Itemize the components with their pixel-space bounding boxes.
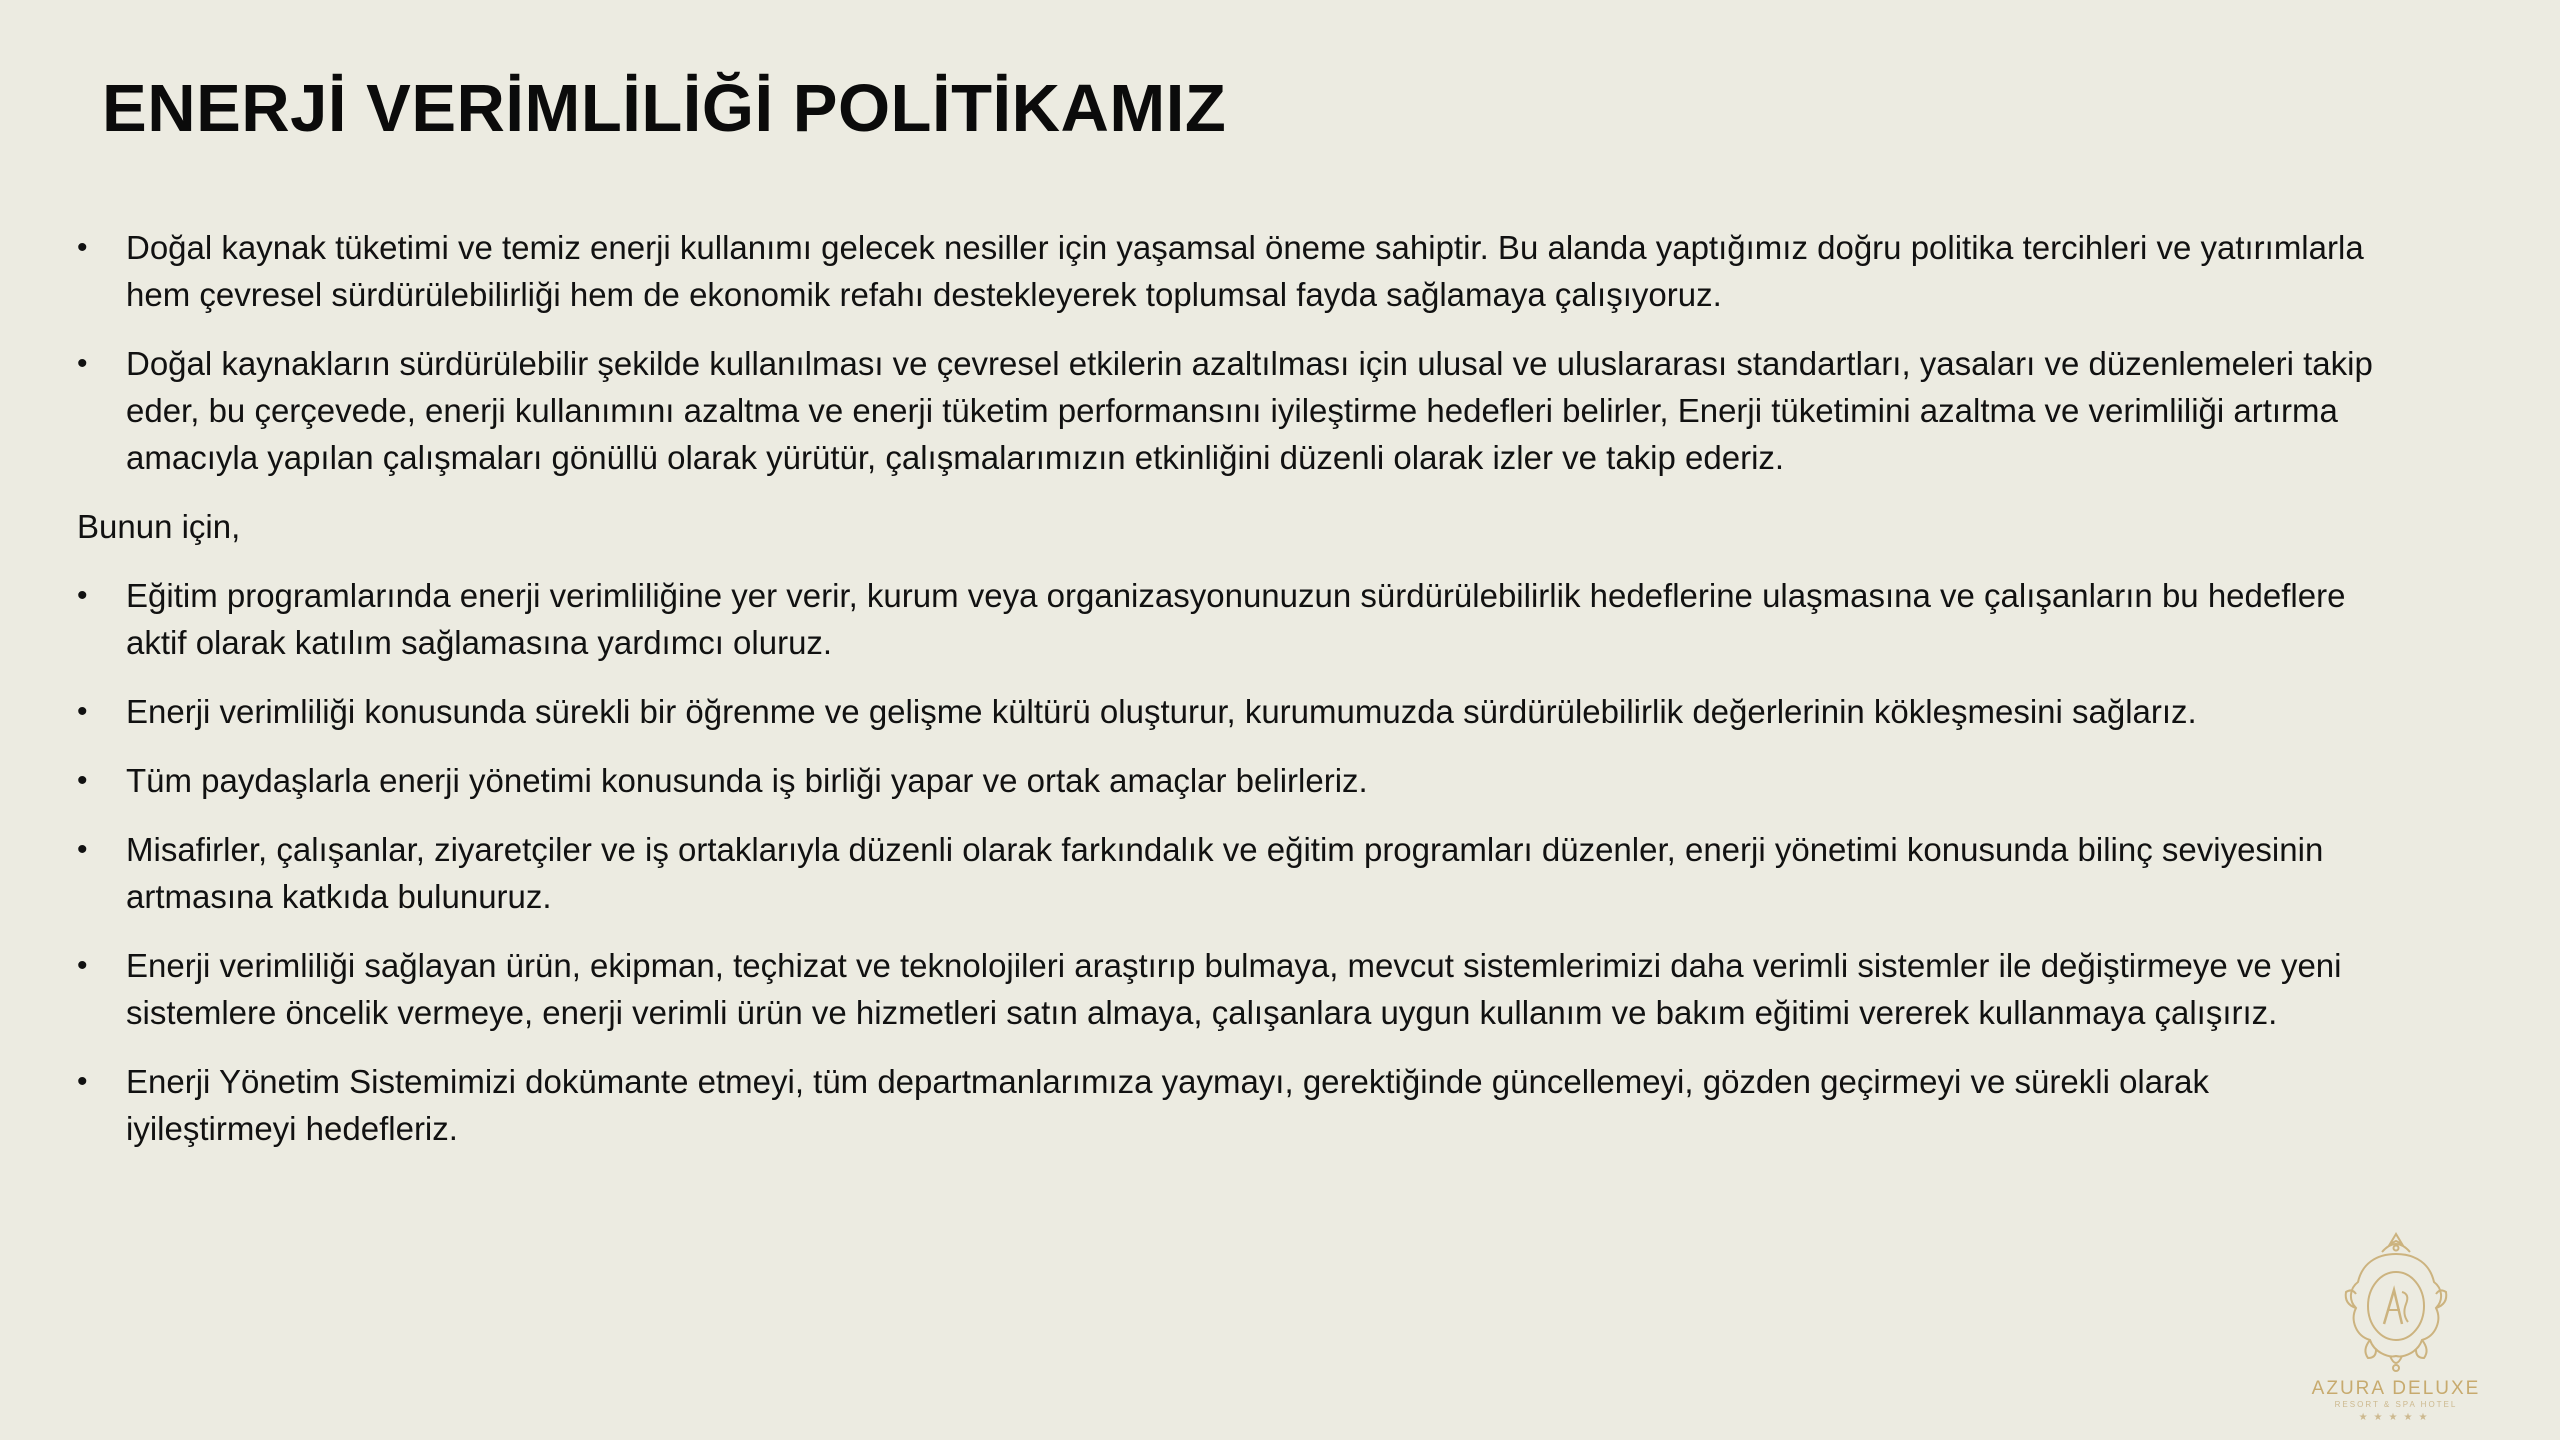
logo-stars: ★★★★★ (2358, 1412, 2434, 1423)
page-title: ENERJİ VERİMLİLİĞİ POLİTİKAMIZ (102, 71, 1227, 146)
ornament-crest-icon (2290, 1230, 2502, 1380)
commitment-bullet-5: • Enerji verimliliği sağlayan ürün, ekipman, teçhizat ve teknolojileri araştırıp bulmaya, mevcut sistemlerimizi daha verimli sistemler ile değiştirmeye ve yeni sistemlere öncelik vermeye, enerji verimli ürün ve hizmetleri satın almaya, çalışanlara uygun kullanım ve bakım eğitimi vererek kullanmaya çalışırız. (77, 942, 2377, 1036)
commitment-bullet-2: • Enerji verimliliği konusunda sürekli bir öğrenme ve gelişme kültürü oluşturur, kurumumuzda sürdürülebilirlik değerlerinin kökleşmesini sağlarız. (77, 688, 2377, 735)
commitment-bullet-4: • Misafirler, çalışanlar, ziyaretçiler ve iş ortaklarıyla düzenli olarak farkındalık ve eğitim programları düzenler, enerji yönetimi konusunda bilinç seviyesinin artmasına katkıda bulunuruz. (77, 826, 2377, 920)
intro-bullet-2: • Doğal kaynakların sürdürülebilir şekilde kullanılması ve çevresel etkilerin azaltılması için ulusal ve uluslararası standartları, yasaları ve düzenlemeleri takip eder, bu çerçevede, enerji kullanımını azaltma ve enerji tüketim performansını iyileştirme hedefleri belirler, Enerji tüketimini azaltma ve verimliliği artırma amacıyla yapılan çalışmaları gönüllü olarak yürütür, çalışmalarımızın etkinliğini düzenli olarak izler ve takip ederiz. (77, 340, 2377, 481)
policy-content (77, 224, 2377, 1174)
commitment-bullet-1: • Eğitim programlarında enerji verimliliğine yer verir, kurum veya organizasyonunuzun sürdürülebilirlik hedeflerine ulaşmasına ve çalışanların bu hedeflere aktif olarak katılım sağlamasına yardımcı oluruz. (77, 572, 2377, 666)
logo-brand-name: AZURA DELUXE (2311, 1378, 2481, 1399)
hotel-logo (2290, 1230, 2502, 1430)
lead-in-text: Bunun için, (77, 508, 241, 545)
logo-tagline: RESORT & SPA HOTEL (2334, 1400, 2458, 1409)
intro-bullet-1: • Doğal kaynak tüketimi ve temiz enerji kullanımı gelecek nesiller için yaşamsal öneme sahiptir. Bu alanda yaptığımız doğru politika tercihleri ve yatırımlarla hem çevresel sürdürülebilirliği hem de ekonomik refahı destekleyerek toplumsal fayda sağlamaya çalışıyoruz. (77, 224, 2377, 318)
commitment-bullet-3: • Tüm paydaşlarla enerji yönetimi konusunda iş birliği yapar ve ortak amaçlar belirleriz. (77, 757, 2377, 804)
commitment-bullet-6: • Enerji Yönetim Sistemimizi dokümante etmeyi, tüm departmanlarımıza yaymayı, gerektiğinde güncellemeyi, gözden geçirmeyi ve sürekli olarak iyileştirmeyi hedefleriz. (77, 1058, 2377, 1152)
